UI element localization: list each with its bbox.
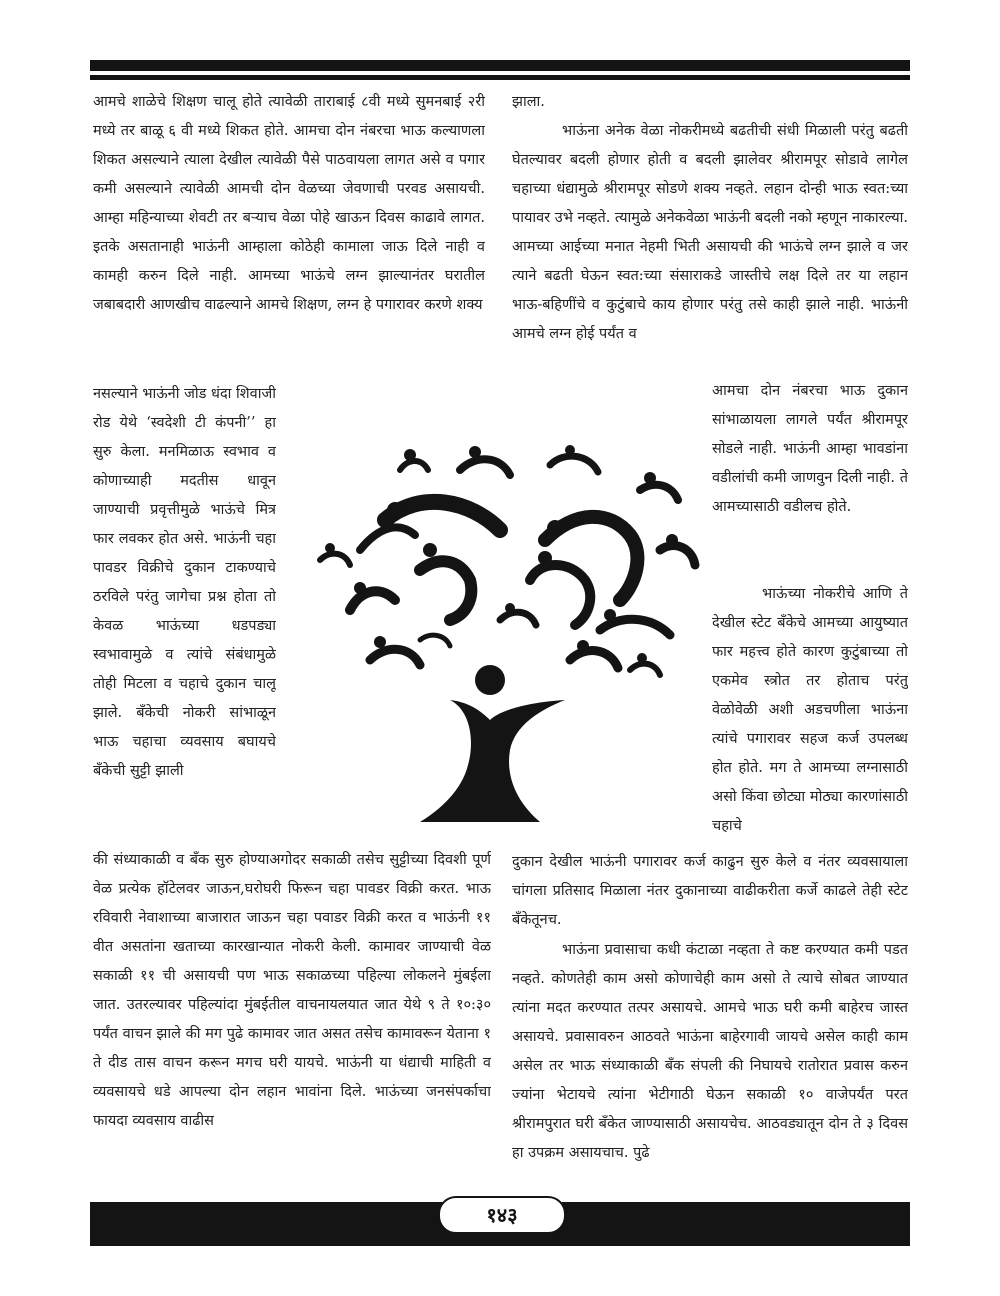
right-column-top-line: झाला.	[512, 94, 545, 110]
right-column-paragraph-2-wrap: भाऊंच्या नोकरीचे आणि ते देखील स्टेट बँकेचे आमच्या आयुष्यात फार महत्त्व होते कारण कुटुंबाच्या तो एकमेव स्त्रोत तर होताच परंतु वेळोवेळी अशी अडचणीला भाऊंना त्यांचे पगारावर सहज कर्ज उपलब्ध होत होते. मग ते आमच्या लग्नासाठी असो किंवा छोट्या मोठ्या कारणांसाठी चहाचे	[712, 586, 908, 834]
header-rule-thick	[90, 60, 910, 71]
right-column-paragraph-1-wrap: आमचा दोन नंबरचा भाऊ दुकान सांभाळायला लागले पर्यंत श्रीरामपूर सोडले नाही. भाऊंनी आम्हा भावडांना वडीलांची कमी जाणवुन दिली नाही. ते आमच्यासाठी वडीलच होते.	[712, 383, 908, 515]
right-column-paragraph-2-rest: दुकान देखील भाऊंनी पगारावर कर्ज काढुन सुरु केले व नंतर व्यवसायाला चांगला प्रतिसाद मिळाला नंतर दुकानाच्या वाढीकरीता कर्जे काढले तेही स्टेट बँकेतूनच.	[512, 854, 908, 928]
figure-heads	[325, 445, 678, 663]
left-column-wrap-paragraph: नसल्याने भाऊंनी जोड धंदा शिवाजी रोड येथे ‘स्वदेशी टी कंपनी’’ हा सुरु केला. मनमिळाऊ स्वभाव व कोणाच्याही मदतीस धावून जाण्याची प्रवृत्तीमुळे भाऊंचे मित्र फार लवकर होत असे. भाऊंनी चहा पावडर विक्रीचे दुकान टाकण्याचे ठरविले परंतु जागेचा प्रश्न होता तो केवळ भाऊंच्या धडपड्या स्वभावामुळे व त्यांचे संबंधामुळे तोही मिटला व चहाचे दुकान चालू झाले. बँकेची नोकरी सांभाळून भाऊ चहाचा व्यवसाय बघायचे बँकेची सुट्टी झाली	[93, 386, 276, 779]
tree-of-figures-illustration	[300, 410, 720, 830]
page-number: १४३	[438, 1196, 566, 1234]
left-column-top-paragraph: आमचे शाळेचे शिक्षण चालू होते त्यावेळी ताराबाई ८वी मध्ये सुमनबाई २री मध्ये तर बाळू ६ वी मध्ये शिकत होते. आमचा दोन नंबरचा भाऊ कल्याणला शिकत असल्याने त्याला देखील त्यावेळी पैसे पाठवायला लागत असे व पगार कमी असल्याने त्यावेळी आमची दोन वेळच्या जेवणाची परवड असायची. आम्हा महिन्याच्या शेवटी तर बऱ्याच वेळा पोहे खाऊन दिवस काढावे लागत. इतके असतानाही भाऊंनी आम्हाला कोठेही कामाला जाऊ दिले नाही व कामही करुन दिले नाही. आमच्या भाऊंचे लग्न झाल्यानंतर घरातील जबाबदारी आणखीच वाढल्याने आमचे शिक्षण, लग्न हे पगारावर करणे शक्य	[93, 94, 485, 313]
tree-trunk	[420, 700, 565, 822]
left-column-bottom-paragraph: की संध्याकाळी व बँक सुरु होण्याअगोदर सकाळी तसेच सुट्टीच्या दिवशी पूर्ण वेळ प्रत्येक हॉटेलवर जाऊन,घरोघरी फिरून चहा पावडर विक्री करत. भाऊ रविवारी नेवाशाच्या बाजारात जाऊन चहा पवाडर विक्री करत व भाऊंनी ११ वीत असतांना खताच्या कारखान्यात नोकरी केली. कामावर जाण्याची वेळ सकाळी ११ ची असायची पण भाऊ सकाळच्या पहिल्या लोकलने मुंबईला जात. उतरल्यावर पहिल्यांदा मुंबईतील वाचनायलयात जात येथे ९ ते १०:३० पर्यंत वाचन झाले की मग पुढे कामावर जात असत तसेच कामावरून येताना १ ते दीड तास वाचन करून मगच घरी यायचे. भाऊंनी या धंद्याची माहिती व व्यवसायचे धडे आपल्या दोन लहान भावांना दिले. भाऊंच्या जनसंपर्काचा फायदा व्यवसाय वाढीस	[93, 852, 491, 1129]
header-rule-thin	[90, 75, 910, 80]
right-column-paragraph-1: भाऊंना अनेक वेळा नोकरीमध्ये बढतीची संधी मिळाली परंतु बढती घेतल्यावर बदली होणार होती व बदली झालेवर श्रीरामपूर सोडावे लागेल चहाच्या धंद्यामुळे श्रीरामपूर सोडणे शक्य नव्हते. लहान दोन्ही भाऊ स्वत:च्या पायावर उभे नव्हते. त्यामुळे अनेकवेळा भाऊंनी बदली नको म्हणून नाकारल्या. आमच्या आईच्या मनात नेहमी भिती असायची की भाऊंचे लग्न झाले व जर त्याने बढती घेऊन स्वत:च्या संसाराकडे जास्तीचे लक्ष दिले तर या लहान भाऊ-बहिणींचे व कुटुंबाचे काय होणार परंतु तसे काही झाले नाही. भाऊंनी आमचे लग्न होई पर्यंत व	[512, 123, 908, 342]
right-column-paragraph-3: भाऊंना प्रवासाचा कधी कंटाळा नव्हता ते कष्ट करण्यात कमी पडत नव्हते. कोणतेही काम असो कोणाचेही काम असो ते त्याचे सोबत जाण्यात त्यांना मदत करण्यात तत्पर असायचे. आमचे भाऊ घरी कमी बाहेरच जास्त असायचे. प्रवासावरुन आठवते भाऊंना बाहेरगावी जायचे असेल काही काम असेल तर भाऊ संध्याकाळी बँक संपली की निघायचे रातोरात प्रवास करुन ज्यांना भेटायचे त्यांना भेटीगाठी घेऊन सकाळी १० वाजेपर्यंत परत श्रीरामपुरात घरी बँकेत जाण्यासाठी असायचेच. आठवड्यातून दोन ते ३ दिवस हा उपक्रम असायचाच. पुढे	[512, 942, 908, 1161]
figure-head-large	[475, 665, 505, 695]
